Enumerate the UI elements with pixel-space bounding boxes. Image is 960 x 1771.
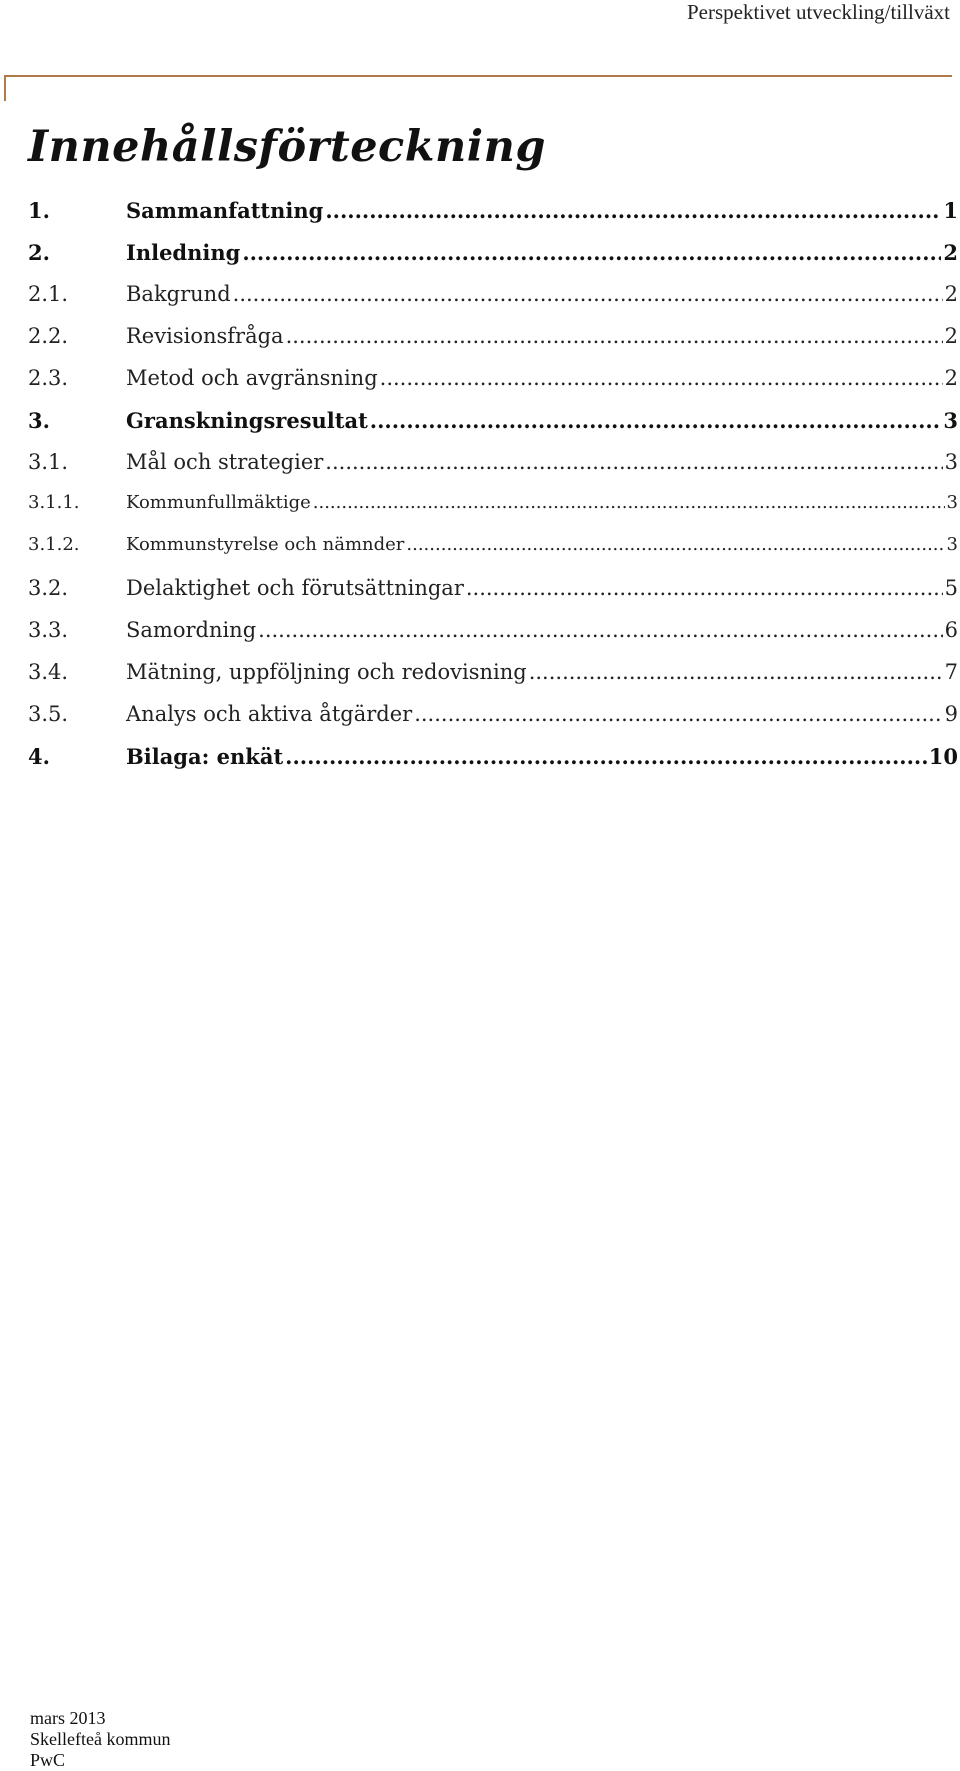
toc-entry[interactable] (28, 282, 958, 324)
toc-leader-dots (406, 534, 944, 555)
page-footer (30, 1708, 170, 1771)
toc-entry[interactable] (28, 660, 958, 702)
toc-entry-number: 3.5. (28, 702, 69, 726)
toc-entry-number: 3.1. (28, 450, 69, 474)
toc-entry[interactable] (28, 366, 958, 408)
toc-entry-label: Metod och avgränsning (126, 366, 378, 390)
toc-entry-number: 1. (28, 198, 50, 223)
toc-entry-page: 10 (928, 744, 958, 769)
toc-entry-page: 5 (944, 576, 958, 600)
toc-entry[interactable] (28, 576, 958, 618)
toc-entry-number: 3.4. (28, 660, 69, 684)
toc-entry-page: 7 (944, 660, 958, 684)
toc-entry-label: Delaktighet och förutsättningar (126, 576, 464, 600)
toc-entry[interactable] (28, 534, 958, 576)
toc-entry-page: 2 (944, 324, 958, 348)
footer-organization: Skellefteå kommun (30, 1729, 171, 1749)
toc-entry-label: Analys och aktiva åtgärder (126, 702, 413, 726)
toc-entry-number: 2.3. (28, 366, 69, 390)
toc-entry-page: 3 (946, 534, 958, 555)
toc-entry-page: 2 (944, 282, 958, 306)
toc-entry-label: Inledning (126, 240, 241, 265)
toc-entry-number: 3.2. (28, 576, 69, 600)
toc-entry-number: 3.1.2. (28, 534, 80, 555)
toc-entry[interactable] (28, 450, 958, 492)
toc-entry-number: 2.1. (28, 282, 69, 306)
toc-entry[interactable] (28, 324, 958, 366)
toc-entry-page: 2 (944, 366, 958, 390)
toc-leader-dots (370, 408, 942, 433)
toc-entry-number: 2. (28, 240, 50, 265)
toc-leader-dots (285, 744, 927, 769)
toc-entry-page: 3 (946, 492, 958, 513)
toc-entry-page: 3 (943, 408, 958, 433)
toc-entry-number: 2.2. (28, 324, 69, 348)
toc-entry-number: 3.1.1. (28, 492, 80, 513)
toc-leader-dots (325, 450, 942, 474)
toc-entry-number: 3. (28, 408, 50, 433)
toc-entry[interactable] (28, 408, 958, 450)
toc-entry-label: Kommunstyrelse och nämnder (126, 534, 405, 555)
toc-leader-dots (313, 492, 945, 513)
toc-entry-page: 2 (943, 240, 958, 265)
toc-entry[interactable] (28, 744, 958, 786)
toc-entry-label: Granskningsresultat (126, 408, 368, 433)
toc-entry[interactable] (28, 240, 958, 282)
toc-entry-page: 6 (944, 618, 958, 642)
toc-entry-label: Bakgrund (126, 282, 231, 306)
toc-leader-dots (414, 702, 942, 726)
toc-entry[interactable] (28, 618, 958, 660)
footer-company: PwC (30, 1750, 66, 1770)
footer-date: mars 2013 (30, 1708, 106, 1728)
toc-leader-dots (242, 240, 941, 265)
toc-entry-page: 9 (944, 702, 958, 726)
toc-entry[interactable] (28, 492, 958, 534)
toc-entry[interactable] (28, 198, 958, 240)
toc-entry-label: Mål och strategier (126, 450, 324, 474)
toc-entry-page: 3 (944, 450, 958, 474)
toc-leader-dots (286, 324, 943, 348)
toc-entry-number: 4. (28, 744, 50, 769)
toc-entry-label: Bilaga: enkät (126, 744, 284, 769)
toc-title: Innehållsförteckning (28, 122, 546, 172)
toc-leader-dots (258, 618, 942, 642)
toc-entry-number: 3.3. (28, 618, 69, 642)
toc-leader-dots (325, 198, 941, 223)
toc-leader-dots (380, 366, 943, 390)
toc-entry-label: Revisionsfråga (126, 324, 284, 348)
toc-entry-label: Sammanfattning (126, 198, 324, 223)
table-of-contents (28, 198, 958, 786)
running-header: Perspektivet utveckling/tillväxt (686, 0, 950, 24)
toc-entry-label: Kommunfullmäktige (126, 492, 311, 513)
header-rule-tick (4, 75, 6, 101)
header-rule (4, 75, 952, 77)
toc-entry[interactable] (28, 702, 958, 744)
toc-leader-dots (529, 660, 943, 684)
toc-leader-dots (466, 576, 943, 600)
toc-leader-dots (233, 282, 943, 306)
toc-entry-page: 1 (943, 198, 958, 223)
toc-entry-label: Mätning, uppföljning och redovisning (126, 660, 527, 684)
toc-entry-label: Samordning (126, 618, 257, 642)
